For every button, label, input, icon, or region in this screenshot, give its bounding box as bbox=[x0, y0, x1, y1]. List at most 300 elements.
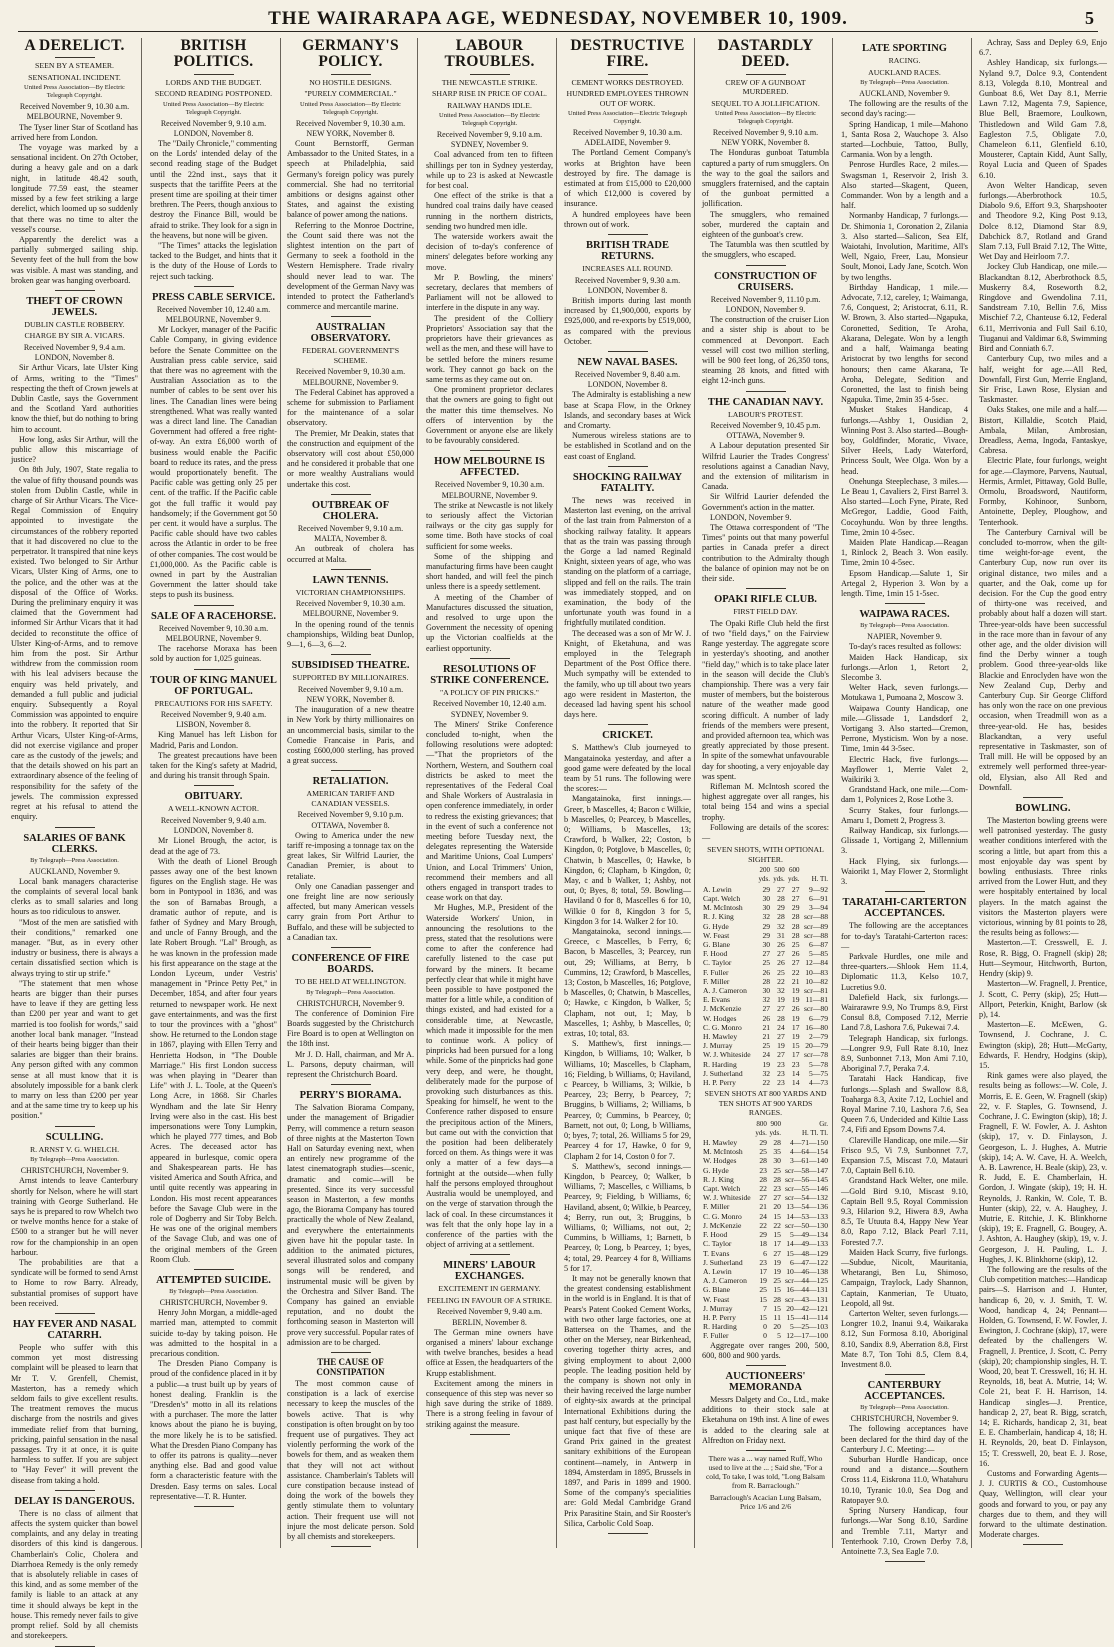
article-paragraph: The strike at Newcastle is not likely to seriously affect the Victorian railways or the city gas supply for some time. Both have stocks of coal sufficient for some weeks. bbox=[426, 500, 553, 551]
dateline: Received November 10, 12.40 a.m. bbox=[432, 699, 547, 709]
article-divider bbox=[331, 1546, 371, 1547]
score-cell: 5—85 bbox=[809, 949, 828, 959]
score-cell: 20 bbox=[773, 1202, 781, 1212]
score-cell: 29 bbox=[791, 903, 800, 913]
shooter-name: W. Feast bbox=[703, 930, 730, 940]
table-header-cell bbox=[702, 875, 756, 884]
dateline: Received November 10, 12.40 a.m. bbox=[156, 304, 271, 314]
article-paragraph: Avon Welter Handicap, seven furlongs.—Aberbrothock 10.5, Diabolo 9.6, Effort 9.3, Sharpshooter and Theodore 9.2, King Post 9.13, Dolce 8.12, Diamond Star 8.9, Dabchick 8.7, Rotland and Grand Slam 7.13, Full Braid 7.12, The Witte, Wet Day and Heirloom 7.7. bbox=[979, 180, 1107, 262]
article-paragraph: Oaks Stakes, one mile and a half.—Bistort, Killaldie, Scotch Plaid, Ambala, Milan, Ambrosian, Dreadless, Aema, Ingoda, Fantaskye, Cabresa. bbox=[979, 405, 1107, 456]
article-subheading: SHARP RISE IN PRICE OF COAL. bbox=[432, 89, 547, 99]
score-cell: 15 bbox=[773, 1230, 781, 1240]
article-paragraph: Electric Plate, four furlongs, weight for age.—Claymore, Parvens, Nautual, Hermis, Armlet, Pittaway, Gold Bulle, Ormolu, Broadsword, Nautiform, Formby, Kohinoor, Sunborn, Antoinette, Depley, Ploughow, and Tenterhook. bbox=[979, 456, 1107, 527]
score-cell: 17 bbox=[791, 1022, 800, 1032]
article-divider bbox=[331, 1084, 371, 1085]
score-cell: 11—81 bbox=[805, 995, 828, 1005]
column-1 bbox=[8, 37, 142, 1641]
article-paragraph: Customs and Forwarding Agents—J. J. CURTIS & CO., Customhouse Quay, Wellington, will clear your goods and forward to you, or pay any charges due to them, and they will forward to the ultimate destination. Moderate charges. bbox=[979, 1469, 1107, 1540]
dateline: Received November 9, 9.10 a.m. bbox=[297, 523, 404, 533]
score-cell: 22 bbox=[773, 1220, 781, 1230]
score-cell: 28 bbox=[759, 1156, 767, 1166]
table-row bbox=[702, 894, 829, 903]
shooter-name: Capt. Welch bbox=[703, 1184, 741, 1194]
article-divider bbox=[470, 1434, 510, 1435]
score-cell: 15 bbox=[791, 1041, 800, 1051]
article-paragraph: The following are the acceptances for to-day's Taratahi-Carterton races:— bbox=[841, 921, 968, 951]
article-paragraph: Count Bernstorff, German Ambassador to the United States, in a speech at Philadelphia, said Germany's foreign policy was purely commercial. She had no territorial ambitions or designs against other States, and against the existing balance of power among the nations. bbox=[287, 138, 414, 220]
table-row bbox=[702, 1147, 829, 1156]
shooter-name: F. Miller bbox=[703, 1202, 730, 1212]
score-cell: 25 bbox=[762, 958, 771, 968]
newspaper-title: THE WAIRARAPA AGE, WEDNESDAY, NOVEMBER 10, 1909. bbox=[268, 8, 848, 29]
dateline: Received November 9, 9.10 a.m. bbox=[297, 684, 404, 694]
article-headline: LAWN TENNIS. bbox=[312, 574, 389, 586]
score-cell: 25 bbox=[773, 1165, 781, 1175]
article-paragraph: Referring to the Monroe Doctrine, the Count said there was not the slightest intention on the part of Germany to seek a foothold in the Western Hemisphere. Trade rivalry should never lead to war. The development of the German Navy was intended to protect the Fatherland's commerce and mercantile marine. bbox=[287, 220, 414, 312]
shooter-name: F. Miller bbox=[703, 976, 730, 986]
table-row bbox=[702, 1069, 829, 1078]
score-cell: 31 bbox=[777, 930, 785, 940]
dateline: ADELAIDE, November 9. bbox=[584, 138, 671, 148]
article-paragraph: The German mine owners have organised a miners' labour exchange with twelve branches, besides a head office at Essen, the headquarters of the Krupp establishment. bbox=[426, 1327, 553, 1378]
article-divider bbox=[194, 286, 234, 287]
table-header-cell bbox=[801, 866, 830, 875]
article-paragraph: Ashley Handicap, six furlongs.—Nyland 9.7, Dolce 9.3, Contendent 8.13, Volegda 8.10, Montreal and Gunboat 8.6, Wet Day 8.1, Merrie Lawn 7.12, Magenta 7.9, Sapience, Blue Bell, Braemore, Loulkown, Thistledown and Wild Gam 7.8, Eagleston 7.5, Obligate 7.0, Chameleon 6.11, Glenfield 6.10, Mousterer, Captain Kidd, Aunt Sally, Royal Lucia and Queen of Spades 6.10. bbox=[979, 58, 1107, 180]
table-header-cell: 900 bbox=[770, 1119, 781, 1128]
score-cell: 27 bbox=[777, 1050, 785, 1060]
article-paragraph: "The Times" attacks the legislation tacked to the Budget, and hints that it is the duty of the House of Lords to reject such tacking. bbox=[150, 240, 277, 281]
article-paragraph: The Tyser liner Star of Scotland has arrived here from London. bbox=[11, 122, 138, 142]
article-headline: MINERS' LABOUR EXCHANGES. bbox=[443, 1260, 536, 1283]
article-paragraph: Waipawa County Handicap, one mile.—Glissade 1, Landsdorf 2, Vortigang 3. Also started—Cremon, Perrone, Mysticism. Won by a nose. Time, 1min 44 3-5sec. bbox=[841, 703, 968, 754]
table-row bbox=[702, 1276, 829, 1285]
score-cell: 5—78 bbox=[809, 1059, 828, 1069]
article-headline: TARATAHI-CARTERTON ACCEPTANCES. bbox=[842, 897, 967, 920]
article-divider bbox=[746, 265, 786, 266]
score-cell: 22 bbox=[759, 1184, 767, 1194]
table-header-cell: 600 bbox=[789, 866, 800, 875]
table-row bbox=[702, 1285, 829, 1294]
dateline: SYDNEY, November 9. bbox=[450, 709, 529, 719]
article-headline: OUTBREAK OF CHOLERA. bbox=[311, 499, 390, 522]
table-row bbox=[702, 1175, 829, 1184]
article bbox=[287, 953, 414, 1080]
article-subheading: INCREASES ALL ROUND. bbox=[582, 264, 673, 274]
shooter-name: R. J. King bbox=[703, 1174, 734, 1184]
article bbox=[287, 660, 414, 766]
article-subheading: FEDERAL GOVERNMENT'S SCHEME. bbox=[301, 346, 400, 365]
score-cell: scr—88 bbox=[803, 912, 828, 922]
dateline: LONDON, November 8. bbox=[173, 128, 254, 138]
article bbox=[11, 38, 138, 286]
table-header-row bbox=[702, 875, 829, 884]
article-headline: SCULLING. bbox=[45, 1131, 104, 1143]
article-headline: ATTEMPTED SUICIDE. bbox=[156, 1274, 271, 1286]
shooter-name: W. Feast bbox=[703, 1294, 730, 1304]
score-cell: 28 bbox=[777, 893, 785, 903]
dateline: Received November 9, 9.10 a.m. bbox=[712, 128, 819, 138]
score-cell: 24 bbox=[759, 1211, 767, 1221]
article-paragraph: The inauguration of a new theatre in New York by thirty millionaires on an uncommercial basis, similar to the Comedie Francaise in Paris, and costing £600,000 sterling, has proved a great success. bbox=[287, 705, 414, 766]
article-headline: PRESS CABLE SERVICE. bbox=[151, 291, 276, 303]
dateline: AUCKLAND, November 9. bbox=[29, 866, 120, 876]
article-headline: SALE OF A RACEHORSE. bbox=[150, 610, 277, 622]
article-subheading: FEELING IN FAVOUR OF A STRIKE. bbox=[427, 1295, 552, 1305]
dateline: NEW YORK, November 8. bbox=[306, 128, 395, 138]
table-title: SEVEN SHOTS AT 800 YARDS AND TEN SHOTS AT 900 YARDS RANGES. bbox=[704, 1089, 827, 1118]
article-subheading: A WELL-KNOWN ACTOR. bbox=[168, 804, 259, 814]
article-subheading: RAILWAY HANDS IDLE. bbox=[447, 100, 532, 110]
score-cell: 32 bbox=[762, 995, 771, 1005]
headline-rule bbox=[194, 74, 234, 75]
table-row bbox=[702, 1239, 829, 1248]
score-cell: 15 bbox=[773, 1303, 781, 1313]
article-paragraph: Mangatainoka, first innings.—Greer, b Mascelles, 4; Bacon c Wilkie, b Mascelles, 0; Pearcey, b Mascelles, 0; Williams, b Mascelles, 13; Crawford, b Walker, 22; Coston, b Kingdon, 0; Potglove, b Mascelles, 0; Chatwin, b Mascelles, 0; Hawke, b Kingdon, 6; Clapham, b Kingdon, 0; May, c and b Walker, 1; Ashby, not out, 0; Byes, 8; total, 59. Bowling—Haviland 0 for 8, Mascelles 6 for 10, Wilkie 0 for 8, Kingdon 3 for 5, Kingdon 3 for 14. Walker 2 for 10. bbox=[564, 794, 691, 926]
dateline: Received November 9, 9.40 a.m. bbox=[436, 1307, 543, 1317]
table-header-cell: H. Tl. bbox=[811, 875, 828, 884]
article bbox=[564, 472, 691, 721]
shooter-name: J. McKenzie bbox=[703, 1004, 742, 1014]
article-paragraph: British imports during last month increased by £1,900,000, exports by £925,000, and re-exports by £519,000, as compared with the previous October. bbox=[564, 296, 691, 346]
score-cell: 18 bbox=[759, 1239, 767, 1249]
article-divider bbox=[746, 588, 786, 589]
dateline: Received November 9, 9.4 a.m. bbox=[23, 342, 126, 352]
score-cell: 32 bbox=[777, 985, 785, 995]
article-paragraph: The probabilities are that a syndicate will be formed to send Arnst to Home to row Barry. Already, substantial promises of support have been received. bbox=[11, 1257, 138, 1308]
table-row bbox=[702, 1193, 829, 1202]
article bbox=[841, 1380, 968, 1557]
table-row bbox=[702, 1230, 829, 1239]
article-paragraph: A Labour deputation presented Sir Wilfrid Laurier the Trades Congress' resolutions against a Canadian Navy, and the extension of militarism in Canada. bbox=[702, 441, 829, 492]
score-cell: 23 bbox=[759, 1165, 767, 1175]
score-cell: 10—83 bbox=[805, 967, 828, 977]
article-divider bbox=[746, 1365, 786, 1366]
article bbox=[702, 38, 829, 261]
score-cell: 15 bbox=[773, 1211, 781, 1221]
article bbox=[702, 397, 829, 585]
score-cell: 17 bbox=[759, 1266, 767, 1276]
article-subheading: AUCKLAND RACES. bbox=[868, 67, 941, 77]
table-row bbox=[702, 1202, 829, 1211]
masthead bbox=[18, 6, 1098, 32]
article-subheading: SEEN BY A STEAMER. bbox=[35, 61, 114, 71]
score-cell: 21 bbox=[762, 1031, 771, 1041]
score-cell: 21 bbox=[759, 1202, 767, 1212]
score-cell: 28 bbox=[759, 1174, 767, 1184]
score-cell: 16—44—131 bbox=[786, 1285, 828, 1295]
table-row bbox=[702, 1331, 829, 1340]
dateline: NEW YORK, November 8. bbox=[306, 694, 395, 704]
article-headline: GERMANY'S POLICY. bbox=[302, 37, 399, 71]
article bbox=[287, 38, 414, 312]
article-paragraph: Maiden Hack Handicap, six furlongs.—Arlon 1, Retort 2, Slecombe 3. bbox=[841, 652, 968, 682]
dateline: CHRISTCHURCH, November 9. bbox=[159, 1297, 268, 1307]
table-row bbox=[702, 1184, 829, 1193]
table-row bbox=[702, 1258, 829, 1267]
article-paragraph: Owing to America under the new tariff re-imposing a tonnage tax on the great lakes, Sir Wilfrid Laurier, the Canadian Premier, is about to retaliate. bbox=[287, 830, 414, 881]
dateline: Received November 9, 10.30 a.m. bbox=[295, 118, 406, 128]
score-cell: 28 bbox=[791, 912, 800, 922]
article-headline: THEFT OF CROWN JEWELS. bbox=[26, 295, 123, 318]
article-paragraph: Local bank managers characterise the complaints of several local bank clerks as to small salaries and long hours as too ridiculous to answer. bbox=[11, 876, 138, 917]
article-paragraph: A hundred employees have been thrown out of work. bbox=[564, 209, 691, 229]
score-cell: 28 bbox=[773, 1294, 781, 1304]
table-row bbox=[702, 1304, 829, 1313]
article-headline: HAY FEVER AND NASAL CATARRH. bbox=[12, 1318, 137, 1341]
wire-credit: United Press Association—By Electric Telegraph Copyright. bbox=[163, 100, 264, 116]
score-cell: 12—17—100 bbox=[786, 1331, 828, 1341]
score-cell: 11 bbox=[773, 1312, 781, 1322]
score-cell: 5—49—134 bbox=[790, 1230, 828, 1240]
table-header-cell: 800 bbox=[756, 1119, 767, 1128]
table-row bbox=[702, 1138, 829, 1147]
dateline: MELBOURNE, November 9. bbox=[26, 112, 123, 122]
score-cell: 27 bbox=[773, 1193, 781, 1203]
dateline: LONDON, November 8. bbox=[173, 826, 254, 836]
table-header-cell: 500 bbox=[774, 866, 785, 875]
shooter-name: H. Mawley bbox=[703, 1031, 738, 1041]
article-subheading: CHARGE BY SIR A. VICARS. bbox=[24, 331, 125, 341]
score-cell: 23 bbox=[777, 1059, 785, 1069]
article-paragraph: Railway Handicap, six furlongs.—Glissade 1, Vortigang 2, Millennium 3. bbox=[841, 826, 968, 856]
shooter-name: G. Blane bbox=[703, 1285, 730, 1295]
table-row bbox=[702, 1060, 829, 1069]
article bbox=[11, 833, 138, 1122]
score-cell: 26 bbox=[762, 1013, 771, 1023]
dateline: Received November 9, 8.40 a.m. bbox=[574, 370, 681, 380]
score-cell: scr—81 bbox=[803, 985, 828, 995]
score-cell: 13—54—136 bbox=[786, 1202, 828, 1212]
dateline: LISBON, November 8. bbox=[176, 720, 251, 730]
dateline: NEW YORK, November 8. bbox=[721, 138, 810, 148]
article bbox=[702, 1371, 829, 1446]
article-paragraph: "The statement that men whose hearts are bigger than their purses have to leave if they are getting less than £200 per year and want to get married is too foolish for words," said another local bank manager. "Instead of their hearts being bigger than their salaries are bigger than their brains. Any person gifted with any common sense at all must know that it is absolutely impossible for a bank clerk to marry on less than £200 per year and at the same time try to keep up his position." bbox=[11, 978, 138, 1121]
score-cell: scr—54—132 bbox=[784, 1193, 828, 1203]
score-cell: 6—79 bbox=[809, 1013, 828, 1023]
article-headline: CONFERENCE OF FIRE BOARDS. bbox=[291, 953, 410, 976]
article-divider bbox=[331, 770, 371, 771]
score-cell: 19 bbox=[759, 1276, 767, 1286]
table-header-cell: yds. bbox=[788, 875, 800, 884]
score-cell: 27 bbox=[791, 893, 800, 903]
article-paragraph: S. Matthew's Club journeyed to Mangatainoka yesterday, and after a good game were defeated by the local team by 51 runs. The following were the scores:— bbox=[564, 743, 691, 794]
table-row bbox=[702, 1050, 829, 1059]
dateline: SYDNEY, November 9. bbox=[450, 140, 529, 150]
score-cell: 28 bbox=[777, 1013, 785, 1023]
table-header-cell: H. Tl. Tl. bbox=[802, 1128, 828, 1137]
article-paragraph: The greatest precautions have been taken for the King's safety at Madrid, and during his transit through Spain. bbox=[150, 750, 277, 781]
article-paragraph: In the opening round of the tennis championships, Wilding beat Dunlop, 9—1, 6—3, 6—2. bbox=[287, 619, 414, 650]
article-paragraph: S. Matthew's, second innings.—Kingdon, b Pearcey, 0; Walker, b Williams, 7; Mascelles, c Williams, b Pearcey, 9; Fielding, b Williams, 6; Haviland, absent, 0; Wilkie, b Pearcey, 4; Berry, run out, 3; Bruggins, b Williams, 0; Williams, not out, 2; Cummins, b Williams, 1; Barnett, b Pearcey, 0; Long, b Pearcey, 1; byes, 4; total, 29. Pearcey 4 for 8, Williams 5 for 17. bbox=[564, 1161, 691, 1273]
article-headline: OBITUARY. bbox=[184, 791, 243, 803]
score-table bbox=[702, 866, 829, 1087]
article-divider bbox=[885, 603, 925, 604]
article-divider bbox=[194, 1506, 234, 1507]
score-cell: 23 bbox=[791, 1059, 800, 1069]
score-cell: 3—94 bbox=[809, 903, 828, 913]
article-subheading: DUBLIN CASTLE ROBBERY. bbox=[24, 319, 125, 329]
article-headline: SALARIES OF BANK CLERKS. bbox=[23, 832, 126, 855]
article-paragraph: Mr J. D. Hall, chairman, and Mr A. L. Parsons, deputy chairman, will represent the Christchurch Board. bbox=[287, 1049, 414, 1079]
article-paragraph: Parkvale Hurdles, one mile and three-quarters.—Shlook Hem 11.4, Diplomatic 11.3, Kelso 10.7, Lucretius 9.0. bbox=[841, 951, 968, 992]
article-paragraph: The voyage was marked by a sensational incident. On 27th October, during a heavy gale and on a dark night, in latitude 48.42 south, longitude 77.59 east, the steamer missed by a few feet striking a large derelict, which loomed up so suddenly that there was no time to alter the vessel's course. bbox=[11, 143, 138, 234]
article-paragraph: The news was received in Masterton last evening, on the arrival of the last train from Palmerston of a shocking railway fatality. It appears that as the train was passing through the Gorge a lad named Reginald Knight, sixteen years of age, who was standing on the platform of a carriage, slipped and fell on the rails. The train was immediately stopped, and on examination, the body of the unfortunate youth was found in a frightfully mutilated condition. bbox=[564, 495, 691, 628]
article-paragraph: The "Daily Chronicle," commenting on the Lords' intended delay of the second reading stage of the Budget until the 22nd inst., says that it suspects that the tariffite Peers at the present time are spoiling at their timer brethren. The Peers, though anxious to destroy the Finance Bill, would be afraid to strike. They look for a sign in the heavens, but none will be given. bbox=[150, 138, 278, 240]
table-row bbox=[702, 1023, 829, 1032]
article-paragraph: The following are the results of the second day's racing:— bbox=[841, 99, 968, 119]
article-subheading: R. ARNST V. G. WHELCH. bbox=[29, 1144, 120, 1154]
shooter-name: R. Harding bbox=[703, 1059, 737, 1069]
table-row bbox=[702, 1032, 829, 1041]
article-paragraph: Mangatainoka, second innings.—Greece, c Mascelles, b Ferry, 6; Bacon, b Mascelles, 3; Pearcey, run out, 29; Williams, at Berry, b Cummins, 12; Crawford, b Mascelles, 13; Coston, b Mascelles, 16; Potglove, b Mascelles, 0; Chatwin, b Mascelles, 0; Hawke, c Kingdon, b Walker, 5; Clapham, not out, 1; May, b Mascelles, 1; Ashby, b Mascelles, 0; extras, 10; total, 83. bbox=[564, 927, 691, 1039]
score-cell: 4—64—154 bbox=[790, 1147, 828, 1157]
shooter-name: J. Murray bbox=[703, 1303, 733, 1313]
wire-credit: By Telegraph—Press Association. bbox=[30, 1156, 119, 1164]
article-divider bbox=[331, 947, 371, 948]
article-paragraph: Canterbury Cup, two miles and a half, weight for age.—All Red, Downfall, First Gun, Merrie England, Sir Frisc, Lawn Rose, Elysian and Taskmaster. bbox=[979, 354, 1107, 405]
table-row bbox=[702, 1041, 829, 1050]
dateline: Received November 9, 10.30 a.m. bbox=[19, 102, 130, 112]
score-cell: 6—47—122 bbox=[790, 1257, 828, 1267]
score-cell: 17 bbox=[773, 1239, 781, 1249]
shooter-name: G. Hyde bbox=[703, 1165, 729, 1175]
shooter-name: Capt. Welch bbox=[703, 893, 741, 903]
shooter-name: H. Mawley bbox=[703, 1138, 738, 1148]
shooter-name: J. McKenzie bbox=[703, 1220, 742, 1230]
table-title: SEVEN SHOTS, WITH OPTIONAL SIGHTER. bbox=[707, 845, 824, 864]
dateline: Received November 9, 10.30 a.m. bbox=[434, 480, 545, 490]
shooter-name: A. Lewin bbox=[703, 884, 732, 894]
article-paragraph: Welter Hack, seven furlongs.—Motukawa 1, Pumoana 2, Moscow 3. bbox=[841, 683, 968, 703]
shooter-name: F. Fuller bbox=[703, 1331, 729, 1341]
table-row bbox=[702, 968, 829, 977]
article-paragraph: One effect of the strike is that a hundred coal trains daily have ceased running in the northern districts, sending two hundred men idle. bbox=[426, 191, 553, 231]
article-headline: BRITISH POLITICS. bbox=[173, 37, 254, 71]
score-cell: scr—43—131 bbox=[784, 1294, 828, 1304]
article-subheading: SUPPORTED BY MILLIONAIRES. bbox=[292, 673, 409, 683]
score-cell: 19 bbox=[777, 995, 785, 1005]
article-paragraph: Henry John Morgan, a middle-aged married man, attempted to commit suicide to-day by taking poison. He was admitted to the hospital in a precarious condition. bbox=[150, 1308, 277, 1358]
score-cell: 20—42—121 bbox=[786, 1303, 828, 1313]
article-paragraph: Maiden Hack Scurry, five furlongs.—Subdue, Nicolt, Mauritania, Whetarangi, Ben Lu, Shimoso, Campaign, Traylock, Lady Shannon, Captain, Kanmerian, Te Utuato, Leopold, all 9st. bbox=[841, 1247, 968, 1308]
score-cell: 19 bbox=[777, 1041, 785, 1051]
score-cell: 24 bbox=[777, 1022, 785, 1032]
wire-credit: United Press Association—By Electric Telegraph Copyright. bbox=[300, 100, 401, 116]
article-paragraph: Some of the shipping and manufacturing firms have been caught short handed, and will feel the pinch unless there is a speedy settlement. bbox=[426, 551, 553, 592]
score-cell: 25 bbox=[791, 939, 800, 949]
article-divider bbox=[194, 669, 234, 670]
article-subheading: SENSATIONAL INCIDENT. bbox=[28, 72, 121, 82]
table-row bbox=[702, 922, 829, 931]
score-cell: 19 bbox=[773, 1257, 781, 1267]
article-paragraph: How long, asks Sir Arthur, will the public allow this miscarriage of justice? bbox=[11, 434, 138, 465]
article-paragraph: The Admiralty is establishing a new base at Scapa Flow, in the Orkney Islands, and secondary bases at Wick and Cromarty. bbox=[564, 390, 691, 431]
score-cell: 32 bbox=[777, 921, 785, 931]
dateline: Received November 9, 10.30 a.m. bbox=[295, 367, 406, 377]
score-cell: 5—25—103 bbox=[790, 1322, 828, 1332]
article-paragraph: The racehorse Moraxa has been sold by auction for 1,025 guineas. bbox=[150, 644, 277, 664]
article-headline: DELAY IS DANGEROUS. bbox=[14, 1495, 135, 1507]
article-headline: THE CAUSE OF CONSTIPATION bbox=[316, 1357, 385, 1377]
score-cell: scr—89 bbox=[803, 921, 828, 931]
score-cell: 2—79 bbox=[809, 1031, 828, 1041]
article bbox=[841, 609, 968, 887]
dateline: NAPIER, November 9. bbox=[867, 632, 942, 642]
table-header-cell: yds. bbox=[758, 875, 771, 884]
shooter-name: F. Hood bbox=[703, 949, 728, 959]
article bbox=[150, 611, 277, 665]
article-headline: TOUR OF KING MANUEL OF PORTUGAL. bbox=[150, 674, 277, 697]
article-subheading: CREW OF A GUNBOAT MURDERED. bbox=[725, 77, 806, 97]
article-divider bbox=[608, 351, 648, 352]
score-cell: scr—44—125 bbox=[784, 1276, 828, 1286]
score-cell: 28 bbox=[791, 921, 800, 931]
score-cell: 27 bbox=[762, 1004, 771, 1014]
article-paragraph: Rifleman M. McIntosh scored the highest aggregate over all ranges, his total being 154 and wins a special trophy. bbox=[702, 782, 829, 822]
article bbox=[11, 1319, 138, 1486]
dateline: OTTAWA, November 8. bbox=[311, 820, 390, 830]
article-paragraph: LONDON, November 9. bbox=[710, 512, 792, 522]
advertisement: There was a ... way named Ruff, Who used to live at the ... ; Said she, "For a cold, To take, I was told, "Long Balsam from R. Barraclough." bbox=[705, 1453, 826, 1490]
dateline: MELBOURNE, November 9. bbox=[302, 377, 399, 387]
score-cell: 5—75 bbox=[809, 1068, 828, 1078]
article-subheading: HUNDRED EMPLOYEES THROWN OUT OF WORK. bbox=[566, 89, 689, 108]
dateline: LONDON, November 8. bbox=[34, 353, 115, 363]
column-6 bbox=[699, 38, 833, 1548]
wire-credit: By Telegraph—Press Association. bbox=[30, 856, 119, 864]
score-cell: 0 bbox=[763, 1331, 767, 1341]
article-paragraph: The deceased was a son of Mr W. J. Knight, of Eketahuna, and was employed in the Telegraph Department of the Post Office there. Much sympathy will be extended to the family, who up till about two years ago were resident in Masterton, the deceased lad having spent his school days here. bbox=[564, 628, 691, 720]
score-cell: 23 bbox=[773, 1184, 781, 1194]
score-cell: 9—92 bbox=[809, 884, 828, 894]
article-subheading: LORDS AND THE BUDGET. bbox=[165, 77, 262, 87]
article bbox=[287, 776, 414, 943]
article-subheading: CEMENT WORKS DESTROYED. bbox=[571, 77, 684, 87]
article-paragraph: The Ottawa correspondent of "The Times" points out that many powerful parties in Canada prefer a direct contribution to the Admiralty though the balance of opinion may not be on their side. bbox=[702, 523, 829, 584]
article-headline: LABOUR TROUBLES. bbox=[444, 37, 535, 71]
article-paragraph: The Miners' Strike Conference concluded to-night, when the following resolutions were adopted:—"That the proprietors of the Northern, Western, and Southern coal districts be asked to meet the representatives of the Federal Coal and Shale Workers of Australasia in open conference immediately, in order to redress the existing grievances; that in the event of such a conference not meeting before Tuesday next, the delegates representing the Waterside and Maritime Unions, Coal Lumpers' Union, and Local Trimmers' Union, recommend their members and all others engaged in transport trades to cease work on that day. bbox=[426, 719, 553, 903]
score-cell: 30 bbox=[762, 903, 771, 913]
article-headline: NEW NAVAL BASES. bbox=[577, 357, 678, 369]
score-cell: 28 bbox=[773, 1174, 781, 1184]
shooter-name: C. Taylor bbox=[703, 958, 732, 968]
score-cell: 28 bbox=[762, 976, 771, 986]
article-divider bbox=[1023, 797, 1063, 798]
dateline: CHRISTCHURCH, November 9. bbox=[296, 998, 405, 1008]
article-paragraph: Achray, Sass and Depley 6.9, Enjo 6.7. bbox=[979, 38, 1107, 58]
article bbox=[150, 791, 277, 1264]
wire-credit: By Telegraph—Press Association. bbox=[306, 988, 395, 996]
article-paragraph: Masterton—E. McEwen, G. Townsend, J. Cochrane, J. C. Ewington (skip), 28; Hutt—McGarty, Edwards, F. Hendry, Hodgins (skip), 15. bbox=[979, 1020, 1107, 1070]
score-cell: 27 bbox=[773, 1248, 781, 1258]
article-divider bbox=[55, 1490, 95, 1491]
shooter-name: M. McIntosh bbox=[703, 1147, 743, 1157]
score-cell: 25 bbox=[777, 967, 785, 977]
score-cell: 23 bbox=[759, 1257, 767, 1267]
article-paragraph: The Salvation Biorama Company, under the management of Brigadier Perry, will commence a return season of three nights at the Masterton Town Hall on Saturday evening next, when an entirely new programme of the latest cinematograph studies—scenic, dramatic and comic—will be presented. Since its very successful season in Masterton, a few months ago, the Biorama Company has toured practically the whole of New Zealand, and everywhere the entertainments given have hit the popular taste. In addition to the animated pictures, several illustrated solos and company songs will be rendered, and instrumental music will be given by the Orchestra and Silver Band. The Company has gained an enviable reputation, and no doubt the forthcoming season in Masterton will prove very successful. Popular rates of admission are to be charged. bbox=[287, 1103, 414, 1347]
article-divider bbox=[746, 1450, 786, 1451]
article bbox=[287, 500, 414, 565]
article-paragraph: Dalefield Hack, six furlongs.—Wairarawre 9.9, No Trumps 8.9, First Consul 8.8, Composed 7.12, Merrie Land 7.8, Lashora 7.6, Pukewai 7.4. bbox=[841, 992, 968, 1033]
article-paragraph: The president of the Colliery Proprietors' Association say that the proprietors have their grievances as well as the men, and these will have to be settled before the miners resume work. They cannot go back on the same terms as they came out on. bbox=[426, 313, 553, 384]
article-divider bbox=[746, 391, 786, 392]
table-header-row bbox=[702, 866, 829, 875]
shooter-name: J. Murray bbox=[703, 1041, 733, 1051]
score-cell: 27 bbox=[791, 884, 800, 894]
column-5 bbox=[561, 38, 695, 1548]
shooter-name: F. Hood bbox=[703, 1230, 728, 1240]
score-cell: 3—61—140 bbox=[790, 1156, 828, 1166]
